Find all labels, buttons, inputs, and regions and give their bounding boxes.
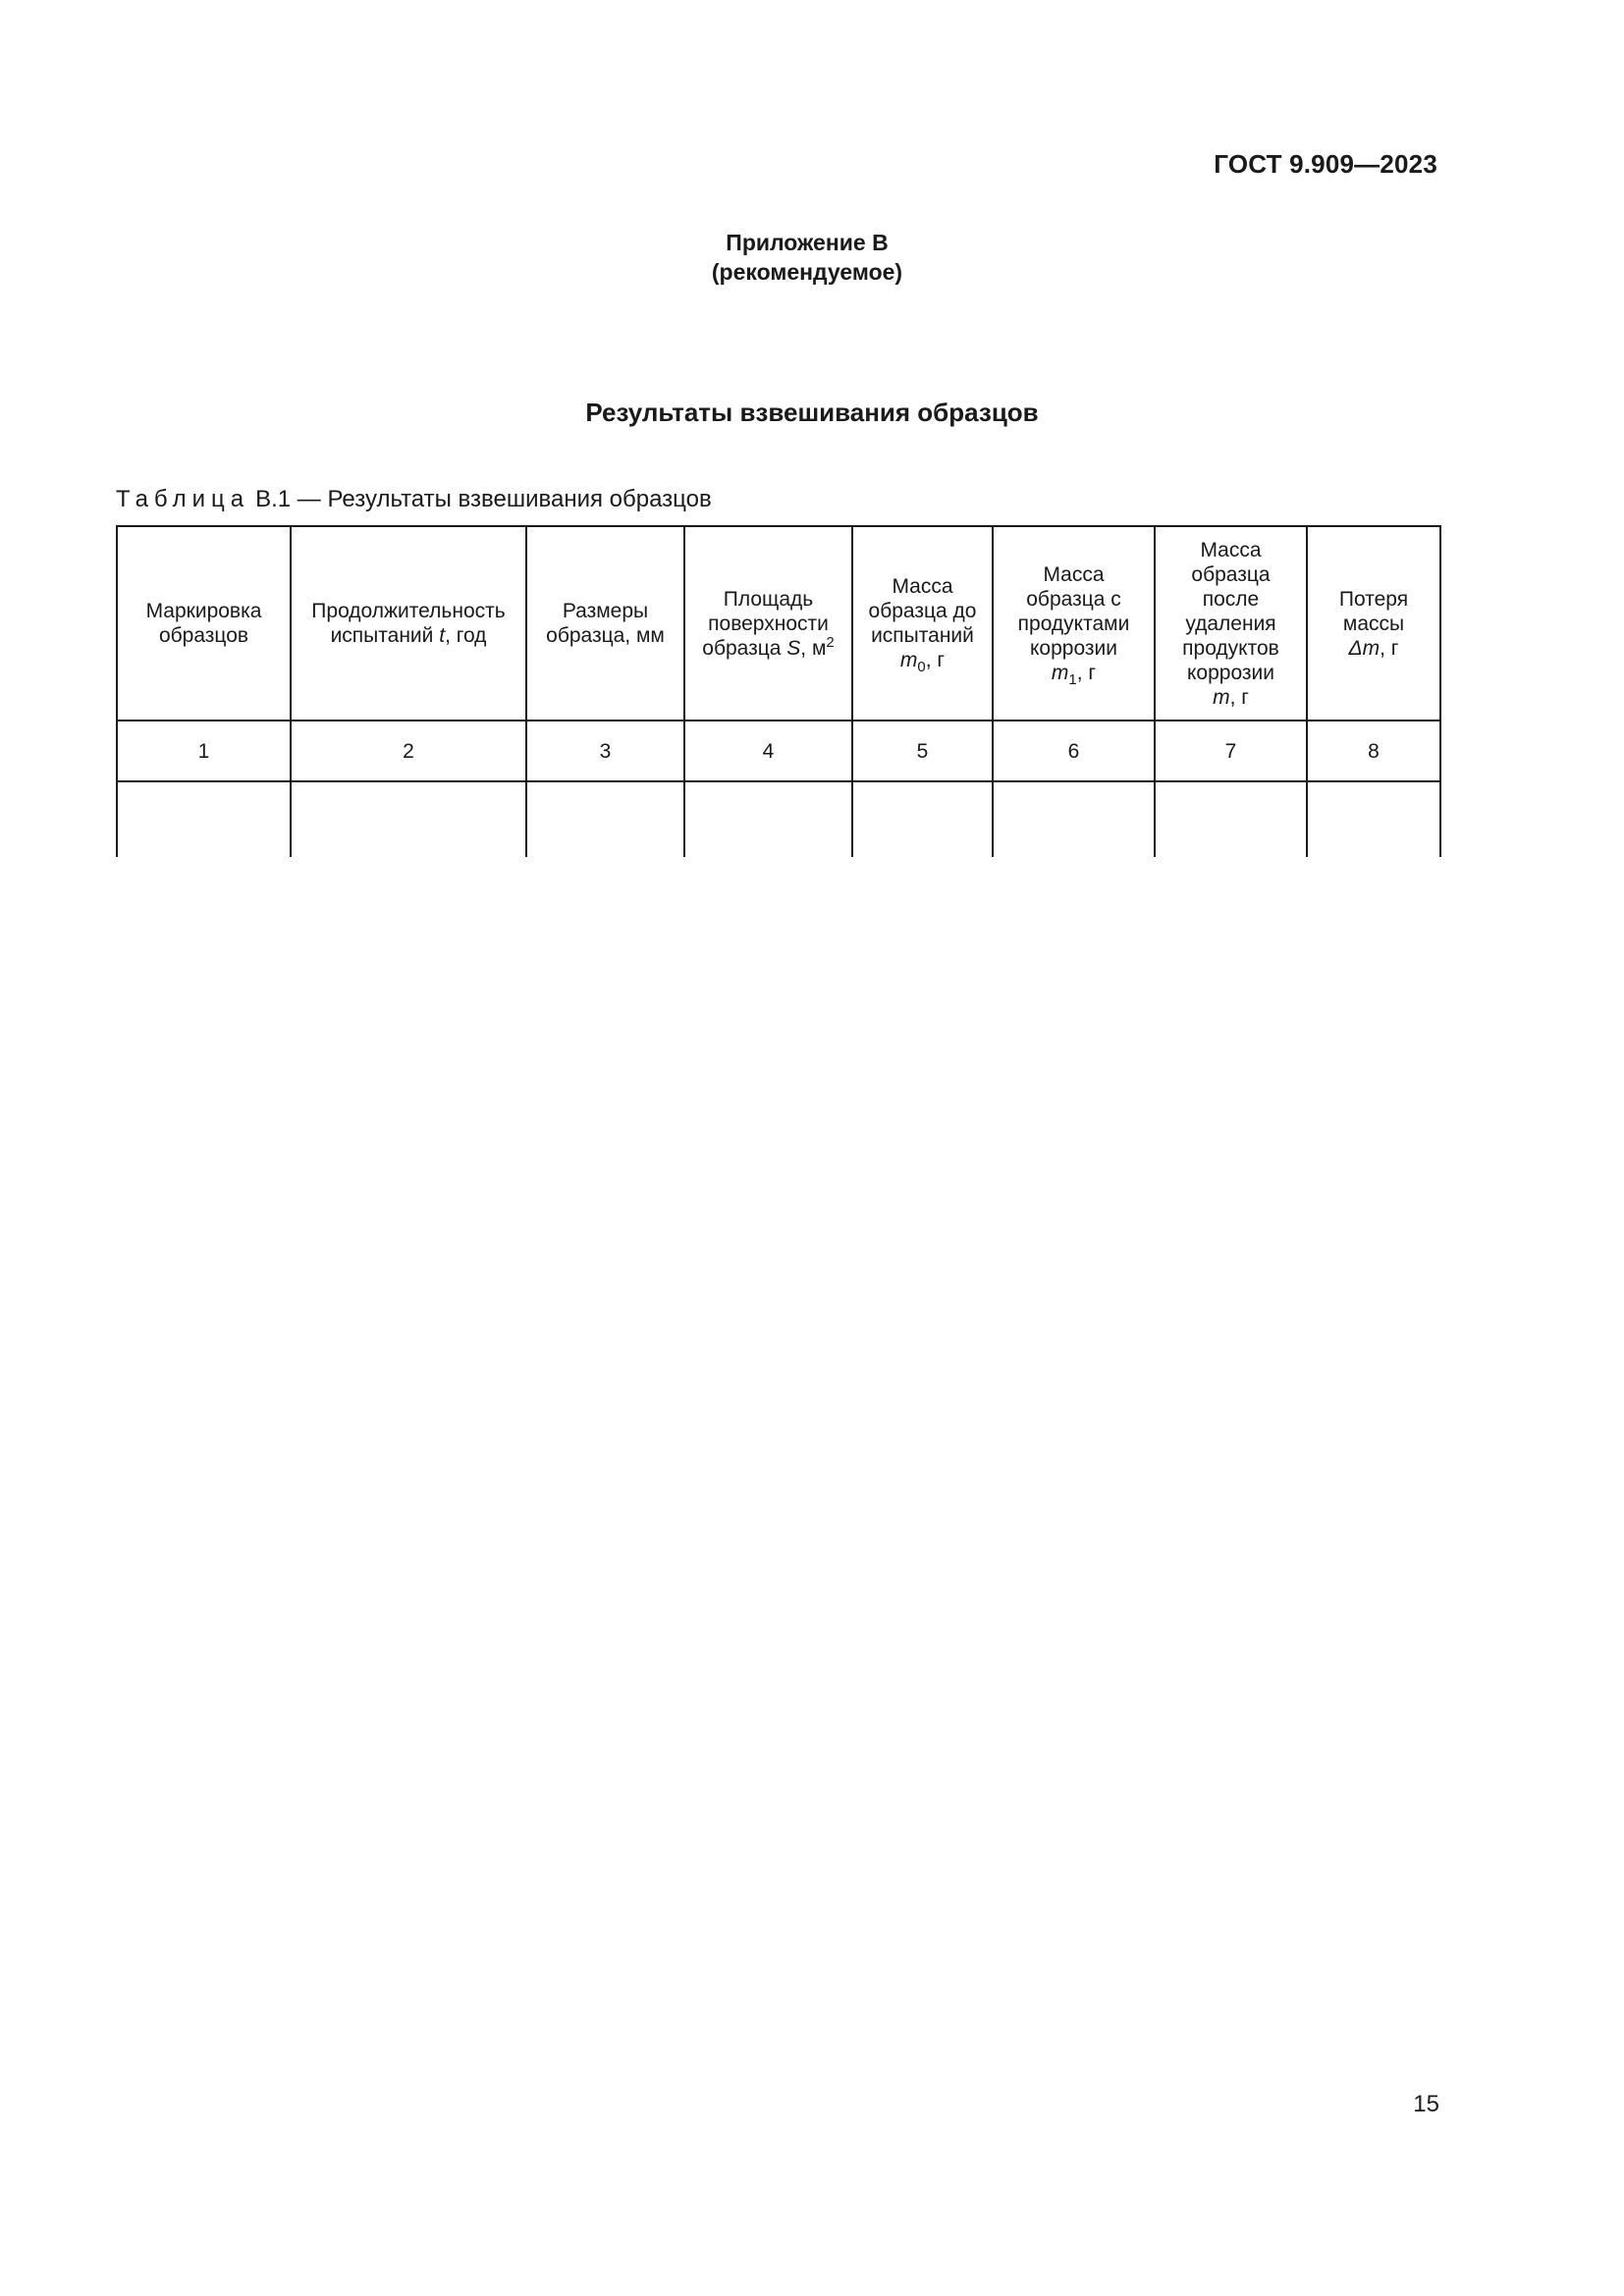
table-cell-empty xyxy=(1155,781,1307,857)
column-number: 2 xyxy=(291,721,526,781)
column-number: 4 xyxy=(684,721,852,781)
column-number: 7 xyxy=(1155,721,1307,781)
column-header-mass-loss: Потеря массы Δm, г xyxy=(1307,526,1440,721)
table-cell-empty xyxy=(1307,781,1440,857)
results-table xyxy=(116,525,1441,857)
column-number: 1 xyxy=(117,721,291,781)
column-header-mass-before: Масса образца до испытаний $m_0$, г xyxy=(852,526,993,721)
table-cell-empty xyxy=(117,781,291,857)
table-cell-empty xyxy=(684,781,852,857)
column-header-duration: Продолжительность испытаний t, год xyxy=(291,526,526,721)
table-cell-empty xyxy=(526,781,684,857)
appendix-title: Приложение В xyxy=(726,230,889,255)
column-number: 3 xyxy=(526,721,684,781)
column-header-dimensions: Размеры образца, мм xyxy=(526,526,684,721)
column-number: 8 xyxy=(1307,721,1440,781)
section-title: Результаты взвешивания образцов xyxy=(585,398,1039,427)
table-cell-empty xyxy=(291,781,526,857)
column-header-surface-area: Площадь поверхности образца S, $м^2$ xyxy=(684,526,852,721)
column-header-marking: Маркировка образцов xyxy=(117,526,291,721)
page-number: 15 xyxy=(1413,2091,1439,2117)
column-number: 6 xyxy=(993,721,1155,781)
appendix-heading xyxy=(0,228,1624,287)
table-caption xyxy=(116,486,712,513)
table-cell-empty xyxy=(852,781,993,857)
column-number: 5 xyxy=(852,721,993,781)
column-header-mass-with-corrosion: Масса образца с продуктами коррозии $m_1$, г xyxy=(993,526,1155,721)
appendix-status: (рекомендуемое) xyxy=(711,259,903,285)
column-number-row xyxy=(117,721,1440,781)
table-caption-word: Таблица xyxy=(116,486,250,512)
table-row-empty xyxy=(117,781,1440,857)
table-cell-empty xyxy=(993,781,1155,857)
document-code: ГОСТ 9.909—2023 xyxy=(1214,149,1437,179)
table-header-row xyxy=(117,526,1440,721)
column-header-mass-after-removal: Масса образца после удаления продуктов коррозии m, г xyxy=(1155,526,1307,721)
table-caption-text: В.1 — Результаты взвешивания образцов xyxy=(255,486,712,512)
